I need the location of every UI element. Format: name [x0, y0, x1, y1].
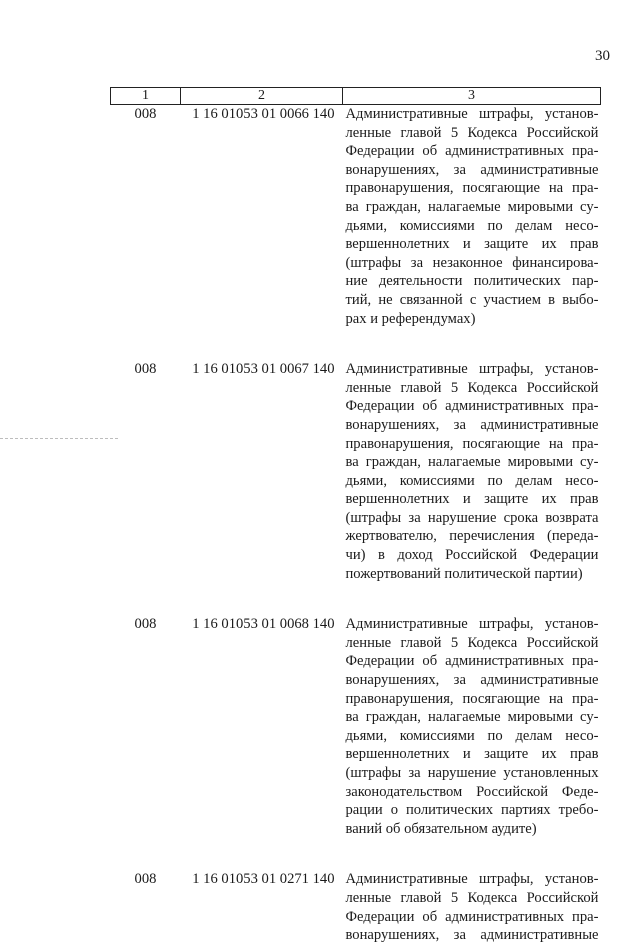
description-line: правонарушения, посягающие на пра-: [345, 435, 599, 452]
description-line: жертвователю, перечисления (переда-: [345, 528, 599, 545]
description-line: вонарушениях, за административные: [345, 161, 599, 178]
description-line: (штрафы за нарушение срока возврата: [345, 509, 599, 526]
description-line: вонарушениях, за административные: [345, 672, 599, 689]
admin-code: 008: [134, 106, 157, 122]
revenue-description: [343, 870, 601, 944]
description-line: (штрафы за нарушение установленных: [345, 765, 599, 781]
row-spacer: [111, 583, 601, 615]
description-line: (штрафы за незаконное финансирова-: [345, 254, 599, 271]
row-spacer: [111, 328, 601, 360]
description-line: Федерации об административных пра-: [345, 908, 599, 925]
description-line: дьями, комиссиями по делам несо-: [345, 217, 599, 234]
description-line: ние деятельности политических пар-: [345, 273, 599, 290]
budget-classification-code: 1 16 01053 01 0066 140: [192, 106, 335, 122]
budget-classification-code: 1 16 01053 01 0068 140: [192, 616, 335, 633]
revenue-description: [343, 105, 601, 329]
description-line: ленные главой 5 Кодекса Российской: [345, 634, 599, 651]
description-line: Федерации об административных пра-: [345, 398, 599, 415]
table-row: [111, 870, 601, 944]
description-line: чи) в доход Российской Федерации: [345, 547, 599, 564]
description-line: Административные штрафы, установ-: [345, 871, 599, 888]
revenue-description: [343, 615, 601, 838]
description-line: Федерации об административных пра-: [345, 143, 599, 160]
description-line: пожертвований политической партии): [345, 565, 583, 582]
page-number: 30: [595, 48, 610, 64]
header-col-1: 1: [111, 88, 181, 105]
row-spacer: [111, 838, 601, 870]
description-line: Федерации об административных пра-: [345, 653, 599, 670]
description-line: Административные штрафы, установ-: [345, 361, 599, 378]
description-line: ленные главой 5 Кодекса Российской: [345, 379, 599, 396]
description-line: ленные главой 5 Кодекса Российской: [345, 889, 599, 906]
description-line: ва граждан, налагаемые мировыми су-: [345, 709, 599, 726]
description-line: Административные штрафы, установ-: [345, 106, 599, 122]
table-row: [111, 360, 601, 583]
margin-scan-mark: [0, 438, 118, 439]
description-line: правонарушения, посягающие на пра-: [345, 690, 599, 707]
description-line: дьями, комиссиями по делам несо-: [345, 727, 599, 744]
description-line: рации о политических партиях требо-: [345, 802, 599, 819]
description-line: ваний об обязательном аудите): [345, 820, 537, 837]
description-line: ва граждан, налагаемые мировыми су-: [345, 198, 599, 215]
budget-classification-code: 1 16 01053 01 0067 140: [192, 361, 335, 378]
admin-code: 008: [134, 616, 157, 633]
description-line: вонарушениях, за административные: [345, 416, 599, 433]
description-line: вонарушениях, за административные: [345, 927, 599, 944]
admin-code: 008: [134, 871, 157, 888]
description-line: вершеннолетних и защите их прав: [345, 746, 599, 763]
description-line: вершеннолетних и защите их прав: [345, 236, 599, 253]
description-line: ва граждан, налагаемые мировыми су-: [345, 454, 599, 471]
admin-code: 008: [134, 361, 157, 378]
revenue-description: [343, 360, 601, 583]
description-line: рах и референдумах): [345, 310, 476, 327]
table-header-row: [111, 88, 601, 105]
description-line: ленные главой 5 Кодекса Российской: [345, 124, 599, 141]
table-row: [111, 105, 601, 329]
description-line: законодательством Российской Феде-: [345, 783, 599, 800]
budget-classification-code: 1 16 01053 01 0271 140: [192, 871, 335, 888]
header-col-3: 3: [343, 88, 601, 105]
fines-table: [110, 87, 601, 945]
description-line: вершеннолетних и защите их прав: [345, 491, 599, 508]
header-col-2: 2: [181, 88, 343, 105]
description-line: дьями, комиссиями по делам несо-: [345, 472, 599, 489]
description-line: Административные штрафы, установ-: [345, 616, 599, 633]
description-line: правонарушения, посягающие на пра-: [345, 180, 599, 197]
description-line: тий, не связанной с участием в выбо-: [345, 291, 599, 308]
table-row: [111, 615, 601, 838]
